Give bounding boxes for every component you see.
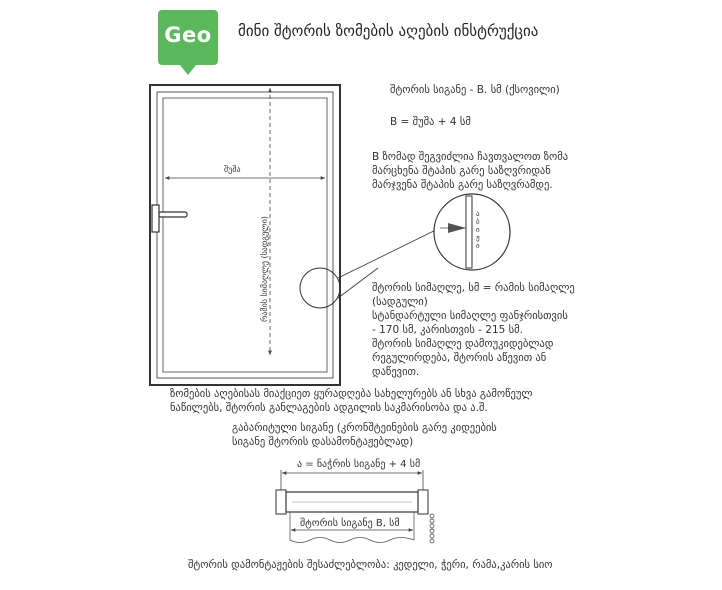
height-line: დაწევით. [372, 366, 420, 378]
note-line: მარჯვენა შტაპის გარე საზღვრამდე. [372, 179, 553, 191]
detail-marks [476, 210, 480, 250]
detail-mark: ი [476, 226, 480, 234]
measure-note-line: ნაწილებს, შტორის განლაგების ადგილის საკმარისობა და ა.შ. [170, 402, 488, 414]
page-title: მინი შტორის ზომების აღების ინსტრუქცია [238, 22, 539, 40]
note-line: B ზომად შეგვიძლია ჩავთვალოთ ზომა [372, 151, 569, 163]
detail-mark: ბ [476, 218, 480, 226]
glass-label: შუშა [224, 165, 241, 174]
detail-mark: ჟ [476, 234, 480, 242]
detail-connector [338, 224, 448, 278]
window-frame-outer [150, 85, 340, 385]
height-line: რეგულირდება, შტორის აწევით ან [372, 352, 547, 364]
overall-heading-line: გაბარიტული სიგანე (კრონშტეინების გარე კიდეების [232, 422, 497, 434]
note-line: მარცხენა შტაპის გარე საზღვრიდან [372, 165, 551, 177]
frame-height-label: რამის სიმაღლე (სადგული) [260, 216, 269, 322]
logo-text: Geo [164, 23, 212, 47]
window-frame-inner [157, 92, 333, 378]
footer-note: შტორის დამონტაჟების შესაძლებლობა: კედელი, ჭერი, რამა,კარის სიო [188, 559, 553, 571]
bracket-right [418, 490, 428, 514]
height-line: სტანდარტული სიმაღლე ფანჯრისთვის [372, 310, 568, 322]
overall-bottom-dim-label: შტორის სიგანე B, სმ [300, 518, 400, 529]
fabric-wave [290, 538, 414, 543]
window-glass [163, 98, 327, 372]
overall-heading [232, 421, 497, 449]
height-line: შტორის სიმაღლე, სმ = რამის სიმაღლე [372, 282, 575, 294]
measure-note [170, 387, 533, 415]
height-line: (სადგული) [372, 296, 428, 308]
window-handle-lever [159, 212, 187, 217]
overall-top-dim-label: ა = ნაჭრის სიგანე + 4 სმ [297, 459, 421, 470]
width-heading: შტორის სიგანე - B. სმ (ქსოვილი) [390, 84, 560, 96]
pull-chain [430, 514, 434, 543]
height-line: შტორის სიმაღლე დამოუკიდებლად [372, 338, 554, 350]
height-line: - 170 სმ, კარისთვის - 215 სმ. [372, 324, 523, 336]
height-note [372, 281, 575, 379]
detail-mark: ა [476, 210, 480, 218]
window-handle-base [152, 205, 159, 232]
overall-heading-line: სიგანე შტორის დასამონტაჟებლად) [232, 436, 414, 448]
measure-note-line: ზომების აღებისას მიაქციეთ ყურადღება სახელურებს ან სხვა გამოწეულ [170, 388, 533, 400]
detail-circle-small [300, 268, 340, 308]
width-formula: B = შუშა + 4 სმ [390, 116, 471, 128]
width-note [372, 150, 568, 192]
bracket-left [276, 490, 286, 514]
detail-mark: ი [476, 242, 480, 250]
